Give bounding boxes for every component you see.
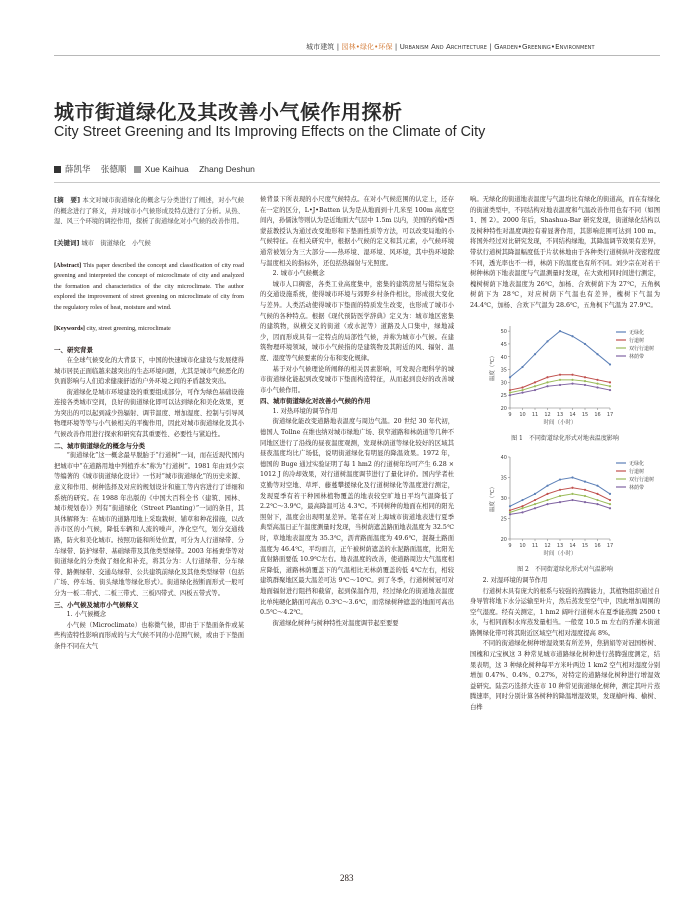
y-axis-label: 温度（℃） bbox=[490, 483, 496, 512]
data-point bbox=[596, 503, 598, 505]
data-point bbox=[609, 493, 611, 495]
data-point bbox=[596, 484, 598, 486]
y-tick-label: 20 bbox=[500, 536, 507, 543]
data-point bbox=[509, 509, 511, 511]
data-point bbox=[571, 486, 573, 488]
data-point bbox=[584, 380, 586, 382]
legend-label: 行道树 bbox=[629, 468, 645, 475]
data-point bbox=[509, 513, 511, 515]
keywords-en-label: [Keywords] bbox=[54, 325, 85, 333]
section-3-heading: 三、小气候及城市小气候释义 bbox=[54, 600, 139, 609]
data-point bbox=[534, 385, 536, 387]
y-tick-label: 40 bbox=[500, 454, 507, 461]
keywords-label: [关键词] bbox=[54, 239, 80, 248]
data-point bbox=[609, 381, 611, 383]
data-point bbox=[609, 499, 611, 501]
column-2 bbox=[260, 195, 454, 629]
x-tick-label: 16 bbox=[594, 411, 601, 418]
data-point bbox=[559, 495, 561, 497]
column-1 bbox=[54, 195, 244, 653]
series-line bbox=[510, 331, 610, 377]
author-line bbox=[54, 163, 255, 175]
data-point bbox=[509, 394, 511, 396]
body-paragraph: 响。无绿化的街道地表温度与气温均比有绿化的街道高，而在有绿化的街道类型中，不同结构对地表温度和气温改善作用也有不同（如图 1、图 2）。2000 年后，Shashua-Bar 研究发现，街道绿化结构以及树种特性对温度调控有着显著作用，其影响范围可达到 100 m。将国外经过对比研究发现，不同结构绿地，其降温调节效果有差异，带状行道树其降温幅度低于片状林地由于各种类行道树纵叶茂密程度不同，透光率也不一样，林荫下的温度也有所不同。刘少宗在对若干树种林荫下地表温度与气温测量时发现，在大致相同时间进行测定，槐树树荫下地表温度为 26℃，加杨、合欢树荫下为 27℃，五角枫树荫下为 28℃，对应树荫下气温也有差异，槐树下气温为 24.4℃，加杨、合欢下气温为 28.6℃，五角枫下气温为 27.9℃。 bbox=[470, 196, 660, 309]
data-point bbox=[546, 340, 548, 342]
data-point bbox=[509, 505, 511, 507]
data-point bbox=[596, 499, 598, 501]
data-point bbox=[559, 378, 561, 380]
figure-2-caption: 图 2 不同街道绿化形式对气温影响 bbox=[517, 566, 613, 574]
data-point bbox=[596, 382, 598, 384]
body-paragraph: 不同的街道绿化树种增湿效果有所差异，焦猜娟等对冠国桥树、国槐和元宝枫这 3 种常见城市道路绿化树种进行蒸腾强度测定，结果表明，这 3 种绿化树种每平方米叶两边 1 km2 空气相对湿度分别增加 0.47%、0.4%、0.27%，对特定的道路绿化树种进行增湿效益研究。陆芸巧选择大连市 10 种常见街道绿化树种，测定其叶片蒸腾速率，同时分别计算各树种的降温增湿效果，发现榆叶梅、榆树、白桦 bbox=[470, 640, 660, 712]
data-point bbox=[609, 388, 611, 390]
x-tick-label: 13 bbox=[556, 411, 564, 418]
data-point bbox=[521, 391, 523, 393]
data-point bbox=[534, 493, 536, 495]
column-3 bbox=[470, 195, 660, 714]
data-point bbox=[509, 511, 511, 513]
figure-1-chart bbox=[470, 318, 660, 430]
keywords-en bbox=[54, 324, 244, 335]
x-tick-label: 11 bbox=[531, 542, 539, 549]
data-point bbox=[584, 488, 586, 490]
header-green-section: 园林•绿化•环保 bbox=[341, 43, 393, 51]
data-point bbox=[584, 342, 586, 344]
data-point bbox=[546, 385, 548, 387]
author-en-2: Zhang Deshun bbox=[199, 164, 255, 174]
article-title-cn: 城市街道绿化及其改善小气候作用探析 bbox=[54, 100, 403, 124]
data-point bbox=[584, 495, 586, 497]
body-paragraph: 行道树木具有庞大的根系与较强的蒸腾能力，其植物组织通过自身导管将地下水分运输至叶片，然后蒸发至空气中，因此增加周围的空气湿度。经有关测定，1 hm2 阔叶行道树木在夏季能蒸腾 2500 t 水，与相同面积水库蒸发量相当。一般宽 10.5 m 左右的乔灌木街道路侧绿化带可将其附近区域空气相对湿度提高 8%。 bbox=[470, 587, 660, 637]
x-tick-label: 17 bbox=[606, 411, 614, 418]
section-2-paragraph: “街道绿化”这一概念最早脱胎于“行道树”一词，而在近现代国内把城市中“在道路用地中列植乔木”称为“行道树”。1981 年由刘少宗等编著的《城市街道绿化设计》一书对“城市街道绿化”的历史来源、意义和作用、树种选择及对应的规划设计和施工等内容进行了详细和系统的研究。在 1988 年出版的《中国大百科全书（建筑、园林、城市规划卷）》列有“街道绿化（Street Planting）”一词的条目，其具体解释为：在城市的道路用地上采取栽树、铺草和种花措施，以改善市区的小气候，降低车辆和人流的噪声，净化空气，划分交通线路，防火和美化城市。按照功能和所处位置，可分为人行道绿带、分车绿带、防护绿带、基础绿带及其他类型绿带。2003 年杨赉华等对街道绿化的分类做了细化和补充，将其分为：人行道绿带、分车绿带、路侧绿带、交通岛绿带、公共建筑前绿化及其他类型绿带（包括广场、停车场、街头绿地等绿化形式）。街道绿化按断面形式一般可分为一板二带式、二板三带式、三板四带式、四板五带式等。 bbox=[54, 452, 244, 597]
data-point bbox=[609, 385, 611, 387]
section-4-heading: 四、城市街道绿化对改善小气候的作用 bbox=[260, 397, 371, 406]
x-tick-label: 14 bbox=[569, 411, 576, 418]
header-cn-section: 城市建筑 bbox=[306, 43, 335, 51]
x-axis-label: 时间（小时） bbox=[543, 550, 577, 557]
data-point bbox=[584, 383, 586, 385]
y-tick-label: 30 bbox=[500, 379, 507, 386]
data-point bbox=[509, 391, 511, 393]
data-point bbox=[596, 378, 598, 380]
author-cn-2: 张德顺 bbox=[100, 164, 127, 174]
y-tick-label: 20 bbox=[500, 405, 507, 412]
body-paragraph: 基于对小气候理论所阐释的相关因素影响，可发现合理科学的城市街道绿化能起到改变城市下垫面构造特征，从而起到良好的改善城市小气候作用。 bbox=[260, 365, 454, 394]
data-point bbox=[521, 388, 523, 390]
data-point bbox=[596, 353, 598, 355]
header-separator: | bbox=[394, 43, 398, 51]
data-point bbox=[534, 388, 536, 390]
data-point bbox=[546, 381, 548, 383]
data-point bbox=[546, 503, 548, 505]
data-point bbox=[546, 484, 548, 486]
abstract-cn-text: 本文对城市街道绿化的概念与分类进行了阐述，对小气候的概念进行了释义，并对城市小气候形成及特点进行了分析。从热、湿、风三个环境的调控作用，探析了街道绿化对小气候的改善作用。 bbox=[54, 197, 244, 226]
data-point bbox=[584, 501, 586, 503]
data-point bbox=[571, 382, 573, 384]
data-point bbox=[521, 511, 523, 513]
subsection-heading: 1. 对热环境的调节作用 bbox=[272, 407, 338, 415]
body-paragraph: 候背景下所表现的小尺度气候特点。在对小气候范围的认定上，还存在一定的区分，L•J•Batten 认为是从地面到十几米至 100m 高度空间内，孙儒泳等则认为是近地面大气层中 1.5m 以内，美国的约翰•西蒙兹教授认为通过改变地形和下垫面性质等方法，可以改变局地的小气候特征。在相关研究中，根据小气候的定义和其元素，小气候环境通常被划分为三大部分——热环境、湿环境、风环境，其中热环境除与温度相关的指标外，还包括热辐射与光照度。 bbox=[260, 196, 454, 267]
figure-2 bbox=[470, 449, 660, 576]
data-point bbox=[534, 507, 536, 509]
body-paragraph: 城市人口稠密，各类工业高度集中，密集的建筑房屋与错综复杂的交通设施系统，使得城市环境与郊野乡村条件相比，形成很大变化与差异。人类活动使得城市下垫面的特质发生改变，也形成了城市小气候的各种特点。根据《现代预防医学辞典》定义为：城市地区密集的建筑物，纵横交叉的街道（或水泥等）道路及人口集中，绿地减少，因而形成具有一定特点的局部性气候，并称为城市小气候。在建筑物理环境领域，城市小气候指的是建筑物及其附近的风、辐射、温度、湿度等气候要素的分布和变化规律。 bbox=[260, 280, 454, 362]
x-tick-label: 15 bbox=[581, 542, 589, 549]
section-1-paragraph: 街道绿化是城市环境建设的重要组成部分，可作为绿色基础设施连接各类城市空间，良好的街道绿化即可以达到绿化和美化效果，更为突出的可以起到减少热辐射、调节温度、增加湿度、控制与引导风物理环境等等与小气候相关的平衡作用，因此对城市街道绿化及其小气候改善作用进行探索和研究有其重要性、必要性与紧迫性。 bbox=[54, 388, 244, 439]
y-tick-label: 45 bbox=[500, 341, 507, 348]
body-paragraph: 街道绿化树种与树种特性对温度调节起至要要 bbox=[272, 619, 399, 627]
data-point bbox=[521, 505, 523, 507]
data-point bbox=[509, 376, 511, 378]
y-tick-label: 35 bbox=[500, 475, 507, 482]
header-separator: | bbox=[336, 43, 340, 51]
figure-1-caption: 图 1 不同街道绿化形式对地表温度影响 bbox=[511, 435, 619, 443]
legend-label: 林荫带 bbox=[629, 353, 645, 360]
author-en-1: Xue Kaihua bbox=[144, 164, 189, 174]
x-tick-label: 13 bbox=[556, 542, 564, 549]
header-en-section-2: Garden•Greening•Environment bbox=[494, 43, 595, 51]
legend-label: 双行行道树 bbox=[629, 345, 655, 352]
page-number: 283 bbox=[340, 873, 354, 883]
figure-1 bbox=[470, 318, 660, 445]
legend-label: 无绿化 bbox=[629, 460, 645, 467]
data-point bbox=[534, 353, 536, 355]
article-title-en: City Street Greening and Its Improving Effects on the Climate of City bbox=[54, 124, 486, 140]
x-tick-label: 11 bbox=[531, 411, 539, 418]
author-bullet-icon bbox=[54, 166, 61, 173]
author-rule bbox=[54, 182, 660, 183]
x-axis-label: 时间（小时） bbox=[543, 419, 577, 426]
series-line bbox=[510, 374, 610, 389]
y-tick-label: 35 bbox=[500, 367, 507, 374]
running-head bbox=[306, 42, 656, 52]
data-point bbox=[546, 499, 548, 501]
header-separator: | bbox=[489, 43, 492, 51]
data-point bbox=[559, 383, 561, 385]
x-tick-label: 12 bbox=[544, 542, 551, 549]
data-point bbox=[571, 335, 573, 337]
abstract-cn bbox=[54, 195, 244, 228]
body-paragraph: 街道绿化能改变道路地表温度与周边气温。20 世纪 30 年代初，德国人 Tollne 在维也纳对城市绿地广场、狭窄道路和林荫道等几种不同地区进行了沿线的昼夜温度观测，发现林荫道等绿化较好的区域其昼夜温度均比广场低，说明街道绿化有明显的降温效果。1972 年，德国的 Buge 通过实验证明了每 1 hm2 的行道树年均可产生 6.28 × 1012 J 的冷却效果，对行道树温度调节进行了量化评价。国内学者杜克勤等对空地、草坪、藤蔓攀援绿化及行道树绿化等温度进行测定，发现夏季有若干种园林植物覆盖的地表较空旷地日平均气温降低了 2.2℃～3.9℃，最高降温可达 4.3℃。不同树种的地面在相同的阳光照射下，温度会出现明显差异。笔者在对上海城市街道地表进行夏季典型高温日正午温度测量时发现，当树荫遮盖路面地表温度为 32.5℃时，草地地表温度为 35.3℃，沥青路面温度为 49.6℃，混凝土路面温度为 46.4℃，平均而言，正午被树荫遮盖的水泥路面温度，比阳光直射路面要低 10.9℃左右。地表温度的改善，使道路周边大气温度相应降低，道路林荫覆盖下的气温相比无林荫覆盖的低 4℃左右，相较建筑群聚地区最大温差可达 9℃～10℃。到了冬季，行道树树冠可对地面辐射进行阻挡和截留，起到保温作用，经过绿化的街道地表温度比单纯硬化路面可高出 0.3℃～3.6℃，而常绿树种遮盖的地面可高出 0.5℃～4.2℃。 bbox=[260, 418, 454, 617]
data-point bbox=[609, 507, 611, 509]
x-tick-label: 9 bbox=[508, 411, 512, 418]
data-point bbox=[559, 330, 561, 332]
data-point bbox=[571, 373, 573, 375]
section-3-paragraph: 小气候（Microclimate）也称微气候，即由于下垫面条件或某些构造特性影响而形成的与大气候不同的小范围气候，或由于下垫面条件不同在大气 bbox=[54, 621, 244, 650]
data-point bbox=[521, 507, 523, 509]
author-cn-1: 薛凯华 bbox=[65, 164, 91, 174]
x-tick-label: 14 bbox=[569, 542, 576, 549]
abstract-en bbox=[54, 261, 244, 314]
x-tick-label: 9 bbox=[508, 542, 512, 549]
header-en-section-1: Urbanism And Architecture bbox=[399, 43, 487, 51]
keywords-en-text: city, street greening, microclimate bbox=[86, 325, 171, 333]
data-point bbox=[584, 376, 586, 378]
data-point bbox=[596, 493, 598, 495]
data-point bbox=[571, 499, 573, 501]
section-2-heading: 二、城市街道绿化的概念与分类 bbox=[54, 441, 145, 450]
abstract-en-label: [Abstract] bbox=[54, 261, 82, 269]
legend-label: 行道树 bbox=[629, 337, 645, 344]
header-rule bbox=[54, 55, 660, 56]
data-point bbox=[521, 386, 523, 388]
data-point bbox=[559, 373, 561, 375]
keywords-cn-text: 城市 街道绿化 小气候 bbox=[81, 240, 151, 248]
x-tick-label: 10 bbox=[519, 411, 526, 418]
data-point bbox=[571, 378, 573, 380]
x-tick-label: 17 bbox=[606, 542, 614, 549]
data-point bbox=[521, 499, 523, 501]
data-point bbox=[559, 478, 561, 480]
data-point bbox=[534, 499, 536, 501]
data-point bbox=[534, 503, 536, 505]
section-1-heading: 一、研究背景 bbox=[54, 346, 93, 355]
subsection-heading: 1. 小气候概念 bbox=[66, 611, 107, 619]
data-point bbox=[509, 388, 511, 390]
y-tick-label: 30 bbox=[500, 495, 507, 502]
x-tick-label: 15 bbox=[581, 411, 589, 418]
y-tick-label: 40 bbox=[500, 354, 507, 361]
legend-label: 林荫带 bbox=[629, 484, 645, 491]
data-point bbox=[521, 365, 523, 367]
data-point bbox=[596, 386, 598, 388]
x-tick-label: 12 bbox=[544, 411, 551, 418]
data-point bbox=[571, 476, 573, 478]
abstract-en-text: This paper described the concept and classification of city road greening and interpreted the concept of microclimate of city and analyzed the formation and characteristics of the city microclimate. The author explored the improvement of street greening on microclimate of city from the regulatory roles of heat, moisture and wind. bbox=[54, 261, 244, 311]
subsection-heading: 2. 城市小气候概念 bbox=[272, 270, 325, 278]
y-tick-label: 50 bbox=[500, 328, 507, 335]
data-point bbox=[609, 503, 611, 505]
y-tick-label: 25 bbox=[500, 392, 507, 399]
data-point bbox=[559, 501, 561, 503]
keywords-cn bbox=[54, 238, 244, 250]
data-point bbox=[534, 381, 536, 383]
data-point bbox=[584, 480, 586, 482]
legend-label: 无绿化 bbox=[629, 329, 645, 336]
data-point bbox=[609, 363, 611, 365]
y-axis-label: 温度（℃） bbox=[490, 352, 496, 381]
figure-2-chart bbox=[470, 449, 660, 561]
abstract-label: [摘 要] bbox=[54, 196, 81, 204]
x-tick-label: 10 bbox=[519, 542, 526, 549]
section-1-paragraph: 在全球气候变化的大背景下，中国的快速城市化建设与发展使得城市居民正面临越来越突出的生态环境问题，尤其是城市气候恶化的负面影响与人们追求健康舒适的户外环境之间的矛盾越发突出。 bbox=[54, 356, 244, 386]
data-point bbox=[571, 493, 573, 495]
x-tick-label: 16 bbox=[594, 542, 601, 549]
data-point bbox=[559, 488, 561, 490]
subsection-heading: 2. 对湿环境的调节作用 bbox=[482, 576, 548, 584]
author-bullet-icon bbox=[134, 166, 141, 173]
data-point bbox=[546, 376, 548, 378]
y-tick-label: 25 bbox=[500, 516, 507, 523]
legend-label: 双行行道树 bbox=[629, 476, 655, 483]
data-point bbox=[546, 493, 548, 495]
